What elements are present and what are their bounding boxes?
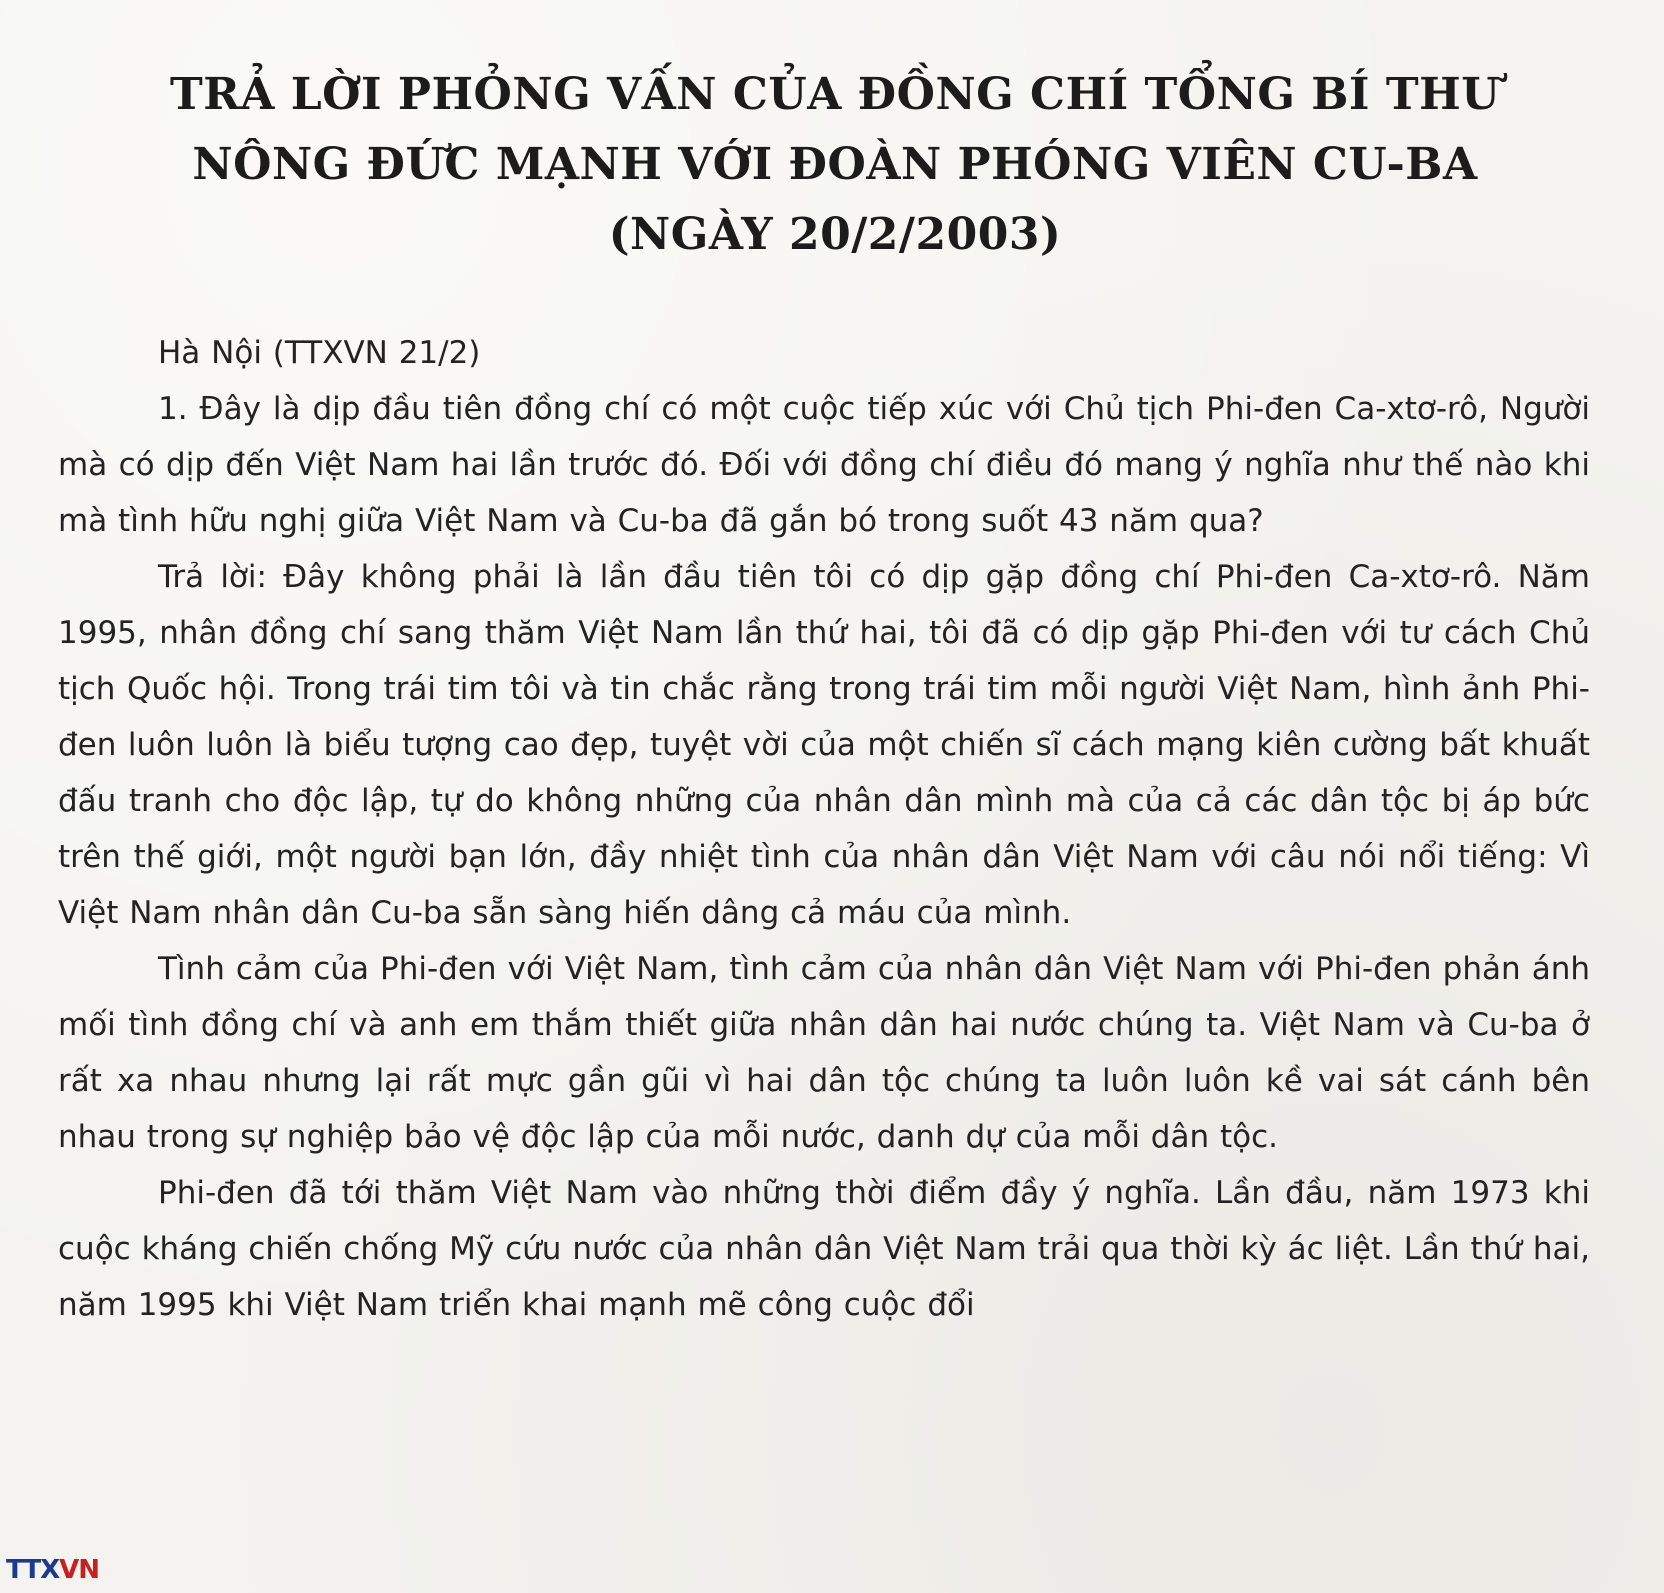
watermark-part-a: TTX (6, 1555, 60, 1585)
title-line-1: TRẢ LỜI PHỎNG VẤN CỦA ĐỒNG CHÍ TỔNG BÍ THƯ (169, 69, 1501, 120)
paragraph-answer-3: Phi-đen đã tới thăm Việt Nam vào những thời điểm đầy ý nghĩa. Lần đầu, năm 1973 khi cuộc kháng chiến chống Mỹ cứu nước của nhân dân Việt Nam trải qua thời kỳ ác liệt. Lần thứ hai, năm 1995 khi Việt Nam triển khai mạnh mẽ công cuộc đổi (58, 1175, 1590, 1323)
document-body (58, 325, 1590, 1333)
watermark-part-b: VN (59, 1555, 100, 1585)
paragraph-question-1: 1. Đây là dịp đầu tiên đồng chí có một cuộc tiếp xúc với Chủ tịch Phi-đen Ca-xtơ-rô, Người mà có dịp đến Việt Nam hai lần trước đó. Đối với đồng chí điều đó mang ý nghĩa như thế nào khi mà tình hữu nghị giữa Việt Nam và Cu-ba đã gắn bó trong suốt 43 năm qua? (58, 391, 1590, 539)
ttxvn-watermark-logo (6, 1555, 99, 1585)
document-title (90, 60, 1580, 270)
title-line-2: NÔNG ĐỨC MẠNH VỚI ĐOÀN PHÓNG VIÊN CU-BA (192, 139, 1478, 190)
title-line-3: (NGÀY 20/2/2003) (608, 209, 1062, 260)
paragraph-answer-1: Trả lời: Đây không phải là lần đầu tiên tôi có dịp gặp đồng chí Phi-đen Ca-xtơ-rô. Năm 1995, nhân đồng chí sang thăm Việt Nam lần thứ hai, tôi đã có dịp gặp Phi-đen với tư cách Chủ tịch Quốc hội. Trong trái tim tôi và tin chắc rằng trong trái tim mỗi người Việt Nam, hình ảnh Phi-đen luôn luôn là biểu tượng cao đẹp, tuyệt vời của một chiến sĩ cách mạng kiên cường bất khuất đấu tranh cho độc lập, tự do không những của nhân dân mình mà của cả các dân tộc bị áp bức trên thế giới, một người bạn lớn, đầy nhiệt tình của nhân dân Việt Nam với câu nói nổi tiếng: Vì Việt Nam nhân dân Cu-ba sẵn sàng hiến dâng cả máu của mình. (58, 559, 1590, 931)
dateline: Hà Nội (TTXVN 21/2) (158, 335, 481, 371)
paragraph-answer-2: Tình cảm của Phi-đen với Việt Nam, tình cảm của nhân dân Việt Nam với Phi-đen phản ánh mối tình đồng chí và anh em thắm thiết giữa nhân dân hai nước chúng ta. Việt Nam và Cu-ba ở rất xa nhau nhưng lại rất mực gần gũi vì hai dân tộc chúng ta luôn luôn kề vai sát cánh bên nhau trong sự nghiệp bảo vệ độc lập của mỗi nước, danh dự của mỗi dân tộc. (58, 951, 1590, 1155)
